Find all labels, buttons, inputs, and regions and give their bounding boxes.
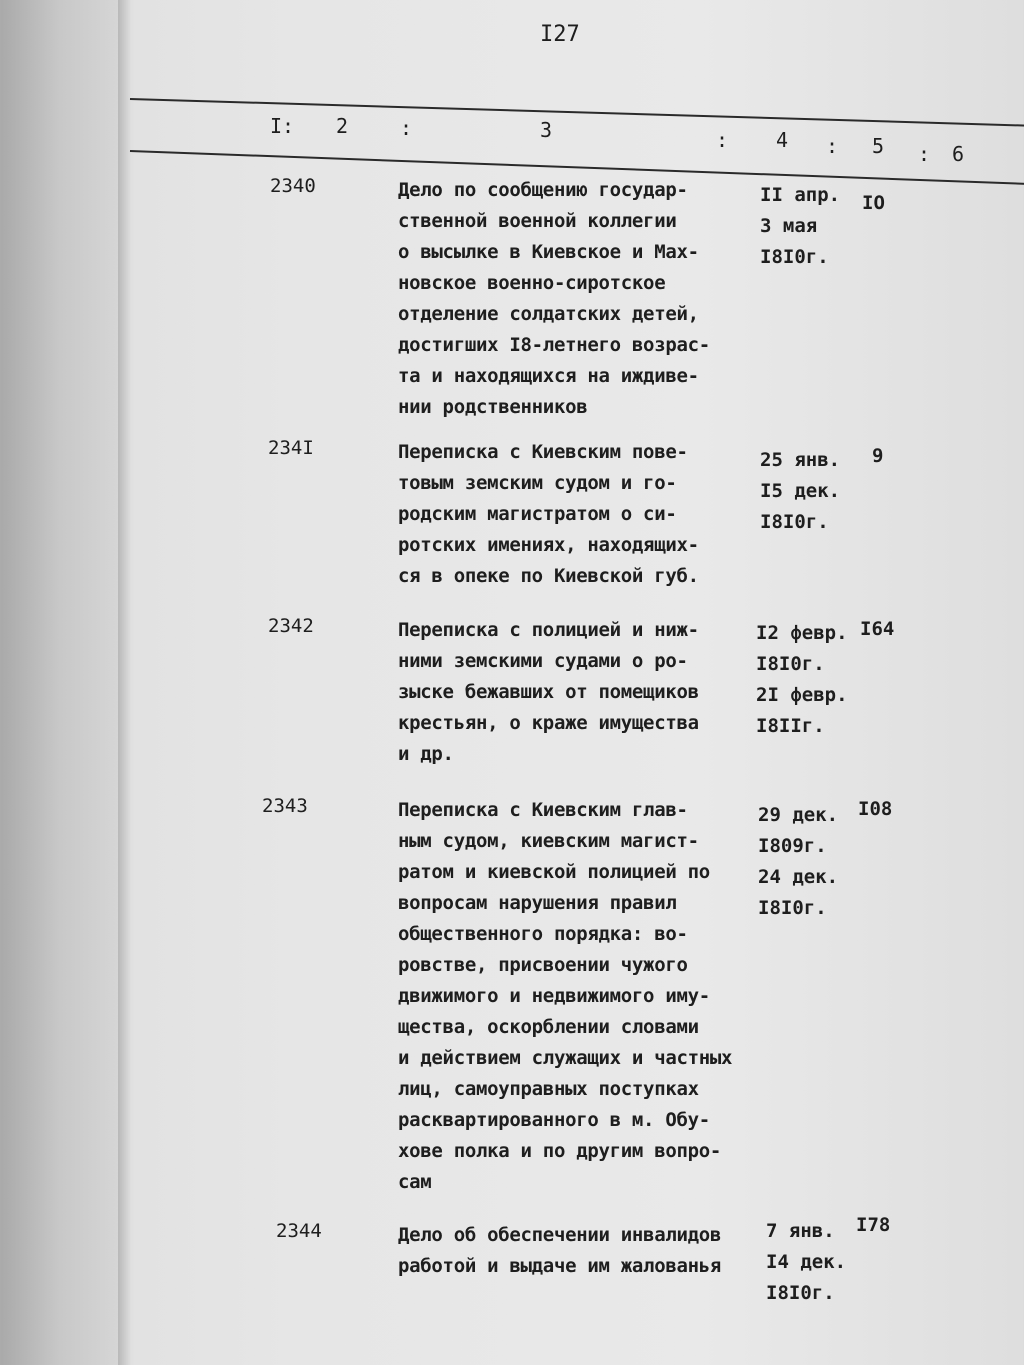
description-line: крестьян, о краже имущества xyxy=(398,712,699,734)
description-line: хове полка и по другим вопро- xyxy=(398,1140,722,1162)
description-line: товым земским судом и го- xyxy=(398,472,677,494)
description-line: зыске бежавших от помещиков xyxy=(398,681,699,703)
header-col1: I: xyxy=(270,114,295,138)
date-line: I8IIг. xyxy=(756,715,825,737)
description-line: Переписка с Киевским глав- xyxy=(398,799,688,821)
description-line: ным судом, киевским магист- xyxy=(398,830,699,852)
description-line: работой и выдаче им жалованья xyxy=(398,1255,722,1277)
record-dates xyxy=(756,618,848,742)
record-sheet-count: IO xyxy=(862,192,885,214)
description-line: новское военно-сиротское xyxy=(398,272,666,294)
description-line: отделение солдатских детей, xyxy=(398,303,699,325)
date-line: I2 февр. xyxy=(756,622,848,644)
date-line: 2I февр. xyxy=(756,684,848,706)
date-line: I8I0г. xyxy=(758,897,827,919)
description-line: сам xyxy=(398,1171,432,1193)
record-dates xyxy=(760,445,840,538)
date-line: 24 дек. xyxy=(758,866,839,888)
record-description xyxy=(398,437,699,592)
date-line: I5 дек. xyxy=(760,480,841,502)
record-dates xyxy=(760,180,840,273)
date-line: I8I0г. xyxy=(760,246,829,268)
description-line: Переписка с полицией и ниж- xyxy=(398,619,699,641)
header-col2: 2 xyxy=(336,114,349,138)
header-rule-top xyxy=(130,98,1024,127)
record-sheet-count: I64 xyxy=(860,618,895,640)
date-line: I4 дек. xyxy=(766,1251,847,1273)
description-line: родским магистратом о си- xyxy=(398,503,677,525)
description-line: общественного порядка: во- xyxy=(398,923,688,945)
record-sheet-count: I08 xyxy=(858,798,893,820)
description-line: достигших I8-летнего возрас- xyxy=(398,334,710,356)
description-line: и действием служащих и частных xyxy=(398,1047,733,1069)
record-description xyxy=(398,175,710,423)
description-line: и др. xyxy=(398,743,454,765)
description-line: ратом и киевской полицией по xyxy=(398,861,710,883)
record-number: 2342 xyxy=(268,615,314,637)
description-line: ровстве, присвоении чужого xyxy=(398,954,688,976)
date-line: 25 янв. xyxy=(760,449,841,471)
page-number: I27 xyxy=(540,22,580,47)
record-number: 2343 xyxy=(262,795,308,817)
description-line: Дело по сообщению государ- xyxy=(398,179,688,201)
description-line: ротских имениях, находящих- xyxy=(398,534,699,556)
record-number: 234I xyxy=(268,437,314,459)
date-line: I8I0г. xyxy=(756,653,825,675)
description-line: щества, оскорблении словами xyxy=(398,1016,699,1038)
date-line: 3 мая xyxy=(760,215,818,237)
date-line: I809г. xyxy=(758,835,827,857)
description-line: та и находящихся на иждиве- xyxy=(398,365,699,387)
header-sep: : xyxy=(400,116,413,140)
description-line: лиц, самоуправных поступках xyxy=(398,1078,699,1100)
date-line: I8I0г. xyxy=(760,511,829,533)
date-line: II апр. xyxy=(760,184,841,206)
header-col6: 6 xyxy=(952,142,965,166)
record-description xyxy=(398,795,732,1198)
description-line: вопросам нарушения правил xyxy=(398,892,677,914)
header-sep: : xyxy=(716,128,729,152)
description-line: движимого и недвижимого иму- xyxy=(398,985,710,1007)
description-line: ственной военной коллегии xyxy=(398,210,677,232)
record-dates xyxy=(766,1216,846,1309)
header-sep: : xyxy=(826,134,839,158)
page-fold xyxy=(118,0,132,1365)
header-col4: 4 xyxy=(776,128,789,152)
header-col5: 5 xyxy=(872,134,885,158)
date-line: 29 дек. xyxy=(758,804,839,826)
description-line: Дело об обеспечении инвалидов xyxy=(398,1224,722,1246)
record-description xyxy=(398,1220,721,1282)
record-number: 2340 xyxy=(270,175,316,197)
header-sep: : xyxy=(918,142,931,166)
description-line: нии родственников xyxy=(398,396,588,418)
description-line: о высылке в Киевское и Мах- xyxy=(398,241,699,263)
date-line: 7 янв. xyxy=(766,1220,835,1242)
record-description xyxy=(398,615,699,770)
description-line: ся в опеке по Киевской губ. xyxy=(398,565,699,587)
date-line: I8I0г. xyxy=(766,1282,835,1304)
record-dates xyxy=(758,800,838,924)
record-sheet-count: 9 xyxy=(872,445,884,467)
header-col3: 3 xyxy=(540,118,553,142)
record-sheet-count: I78 xyxy=(856,1214,891,1236)
description-line: расквартированного в м. Обу- xyxy=(398,1109,710,1131)
description-line: ними земскими судами о ро- xyxy=(398,650,688,672)
record-number: 2344 xyxy=(276,1220,322,1242)
description-line: Переписка с Киевским пове- xyxy=(398,441,688,463)
